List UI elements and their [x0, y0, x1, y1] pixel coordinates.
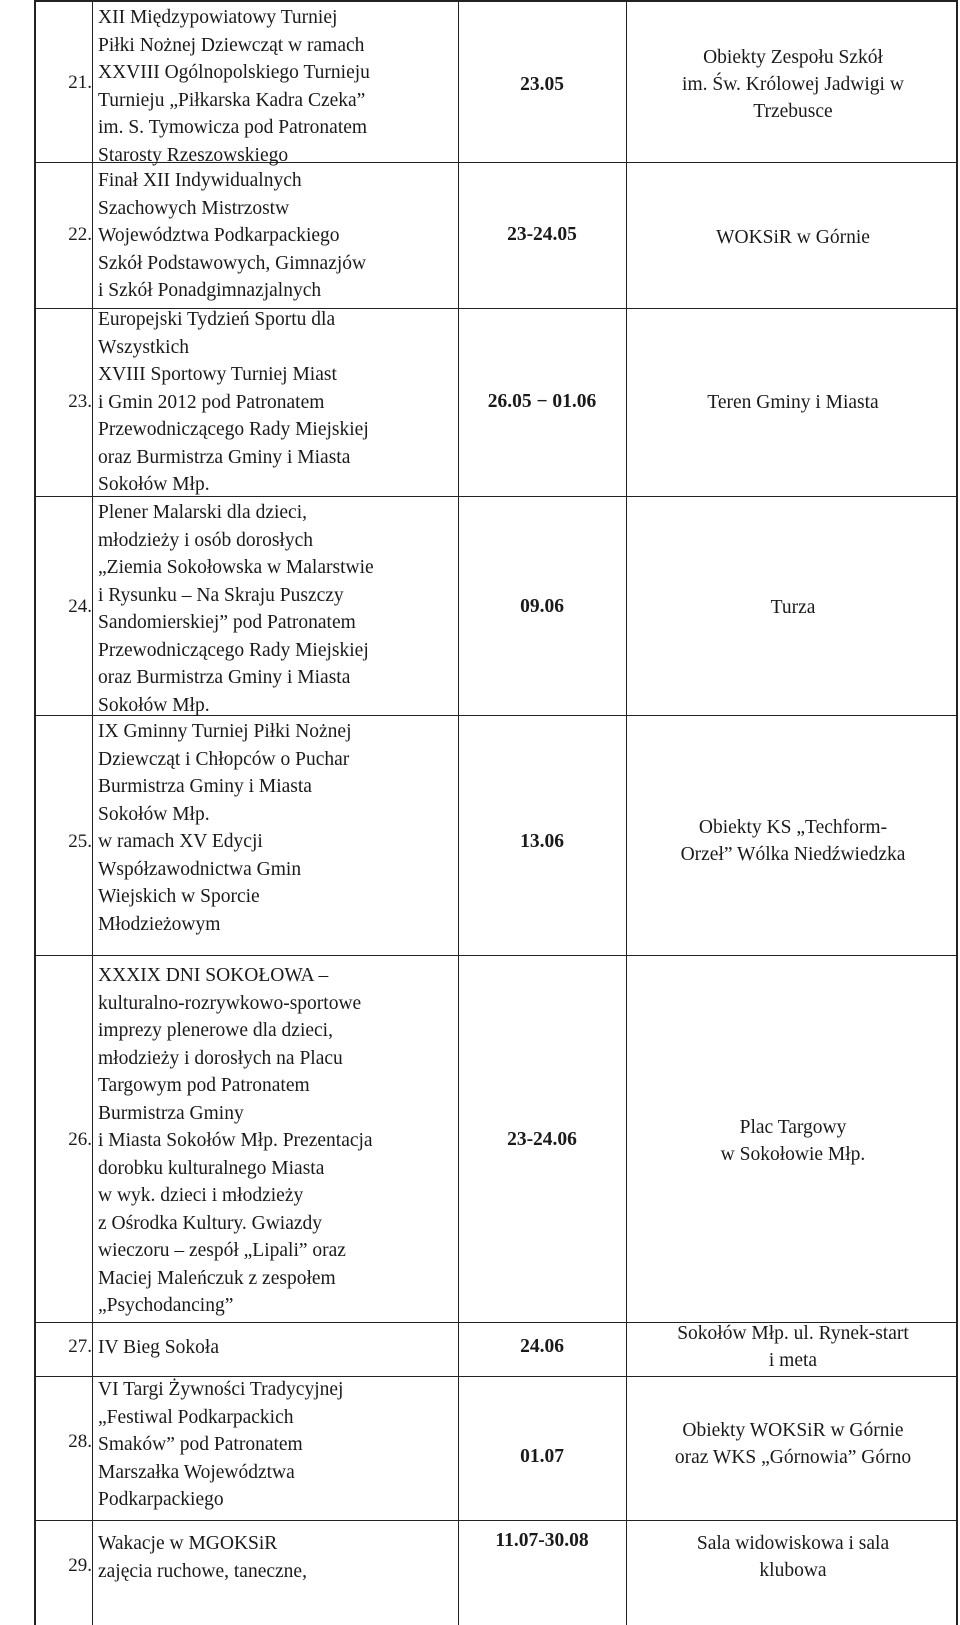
row-number: 27.: [68, 1336, 92, 1357]
event-place: Plac Targowy w Sokołowie Młp.: [720, 1117, 866, 1165]
event-date: 23-24.05: [507, 224, 577, 245]
event-description: IV Bieg Sokoła: [98, 1337, 219, 1358]
row-divider: [34, 955, 958, 956]
event-place: Sokołów Młp. ul. Rynek-start i meta: [677, 1323, 909, 1371]
event-description: XXXIX DNI SOKOŁOWA – kulturalno-rozrywkowo-sportowe imprezy plenerowe dla dzieci, młodzieży i dorosłych na Placu Targowym pod Patronatem Burmistrza Gminy i Miasta Sokołów Młp. Prezentacja dorobku kulturalnego Miasta w wyk. dzieci i młodzieży z Ośrodka Kultury. Gwiazdy wieczoru – zespół „Lipali” oraz Maciej Maleńczuk z zespołem „Psychodancing”: [98, 965, 373, 1316]
row-number: 26.: [68, 1129, 92, 1150]
event-place: Obiekty Zespołu Szkół im. Św. Królowej Jadwigi w Trzebusce: [682, 47, 904, 122]
event-date: 09.06: [520, 596, 564, 617]
event-description: Plener Malarski dla dzieci, młodzieży i osób dorosłych „Ziemia Sokołowska w Malarstwie i Rysunku – Na Skraju Puszczy Sandomierskiej” pod Patronatem Przewodniczącego Rady Miejskiej oraz Burmistrza Gminy i Miasta Sokołów Młp.: [98, 502, 374, 716]
event-date: 24.06: [520, 1336, 564, 1357]
event-description: Europejski Tydzień Sportu dla Wszystkich XVIII Sportowy Turniej Miast i Gmin 2012 pod Patronatem Przewodniczącego Rady Miejskiej oraz Burmistrza Gminy i Miasta Sokołów Młp.: [98, 309, 369, 495]
row-number: 21.: [68, 72, 92, 93]
event-place: Sala widowiskowa i sala klubowa: [696, 1533, 890, 1581]
row-number: 23.: [68, 391, 92, 412]
event-place: Turza: [770, 597, 816, 618]
row-divider: [34, 1520, 958, 1521]
event-date: 23-24.06: [507, 1129, 577, 1150]
event-description: IX Gminny Turniej Piłki Nożnej Dziewcząt i Chłopców o Puchar Burmistrza Gminy i Miasta Sokołów Młp. w ramach XV Edycji Współzawodnictwa Gmin Wiejskich w Sporcie Młodzieżowym: [98, 721, 352, 935]
event-description: Wakacje w MGOKSiR zajęcia ruchowe, taneczne,: [98, 1533, 307, 1582]
event-place: Obiekty KS „Techform- Orzeł” Wólka Niedźwiedzka: [680, 817, 906, 865]
row-number: 25.: [68, 831, 92, 852]
column-divider: [626, 0, 627, 1625]
event-place: Obiekty WOKSiR w Górnie oraz WKS „Górnowia” Górno: [674, 1420, 912, 1468]
event-date: 26.05 − 01.06: [487, 391, 597, 412]
row-number: 28.: [68, 1431, 92, 1452]
column-divider: [92, 0, 93, 1625]
event-description: Finał XII Indywidualnych Szachowych Mistrzostw Województwa Podkarpackiego Szkół Podstawowych, Gimnazjów i Szkół Ponadgimnazjalnych: [98, 170, 367, 301]
column-divider: [458, 0, 459, 1625]
event-date: 13.06: [520, 831, 564, 852]
event-date: 23.05: [520, 74, 564, 95]
row-number: 29.: [68, 1555, 92, 1576]
event-place: Teren Gminy i Miasta: [707, 392, 879, 413]
event-date: 01.07: [520, 1446, 564, 1467]
row-number: 24.: [68, 596, 92, 617]
event-description: XII Międzypowiatowy Turniej Piłki Nożnej Dziewcząt w ramach XXVIII Ogólnopolskiego Turnieju Turnieju „Piłkarska Kadra Czeka” im. S. Tymowicza pod Patronatem Starosty Rzeszowskiego: [98, 7, 370, 166]
event-place: WOKSiR w Górnie: [716, 227, 870, 248]
event-description: VI Targi Żywności Tradycyjnej „Festiwal Podkarpackich Smaków” pod Patronatem Marszałka Województwa Podkarpackiego: [98, 1379, 344, 1510]
row-number: 22.: [68, 224, 92, 245]
event-date: 11.07-30.08: [495, 1530, 589, 1551]
